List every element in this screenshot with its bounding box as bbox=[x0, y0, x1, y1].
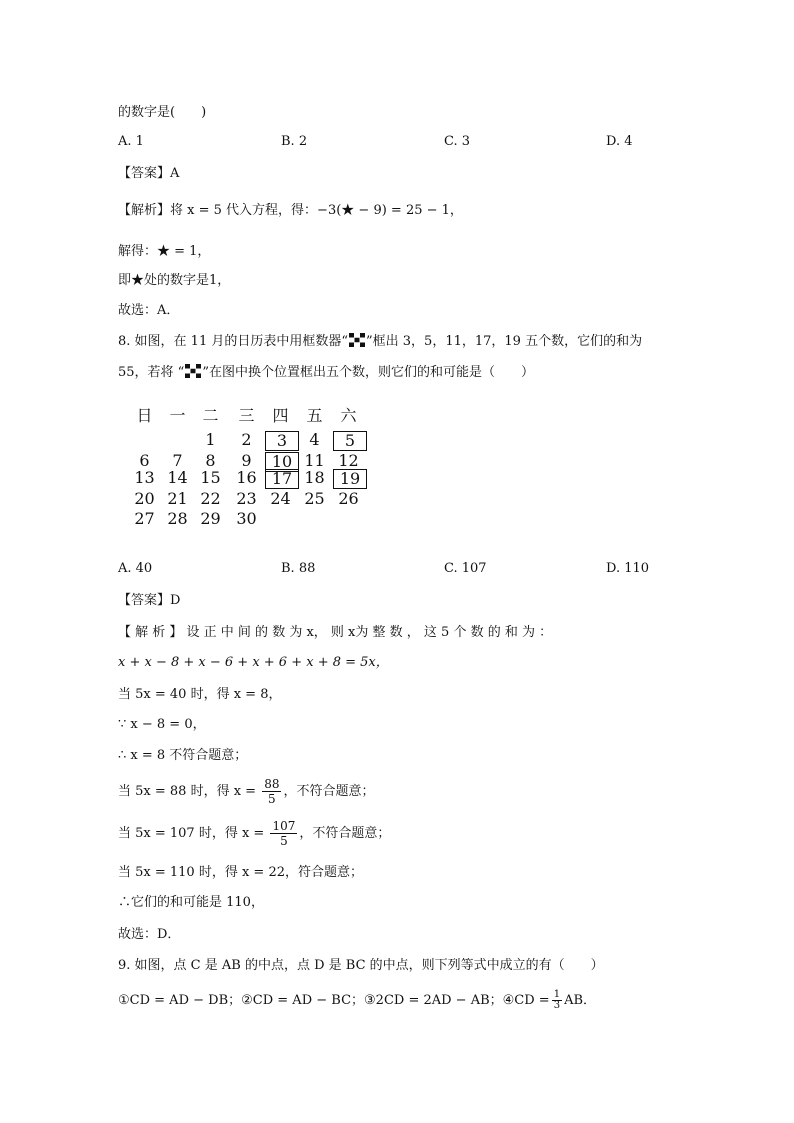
q8-analysis-text-7b: ，不符合题意； bbox=[299, 826, 391, 841]
q8-option-a: A. 40 bbox=[118, 561, 153, 576]
calendar-day: 11 bbox=[304, 451, 325, 470]
calendar-day: 5 bbox=[333, 431, 367, 451]
calendar-day: 23 bbox=[236, 489, 257, 508]
q9-stem: 9. 如图，点 C 是 AB 的中点，点 D 是 BC 的中点，则下列等式中成立的有（ ） bbox=[118, 958, 604, 973]
q7-option-b: B. 2 bbox=[281, 134, 308, 149]
calendar-day: 26 bbox=[338, 489, 359, 508]
calendar-weekday: 日 bbox=[136, 406, 153, 425]
calendar-day: 29 bbox=[200, 509, 221, 528]
q8-analysis-line-9: ∴它们的和可能是 110， bbox=[118, 895, 264, 910]
q8-analysis-line-5: ∴ x = 8 不符合题意； bbox=[118, 748, 248, 763]
q8-analysis-line-4: ∵ x − 8 = 0， bbox=[118, 717, 206, 732]
frame-tool-icon bbox=[349, 333, 365, 347]
q8-analysis-line-7 bbox=[118, 818, 390, 850]
fraction-107-over-5 bbox=[270, 819, 297, 848]
q8-analysis-line-3: 当 5x = 40 时，得 x = 8， bbox=[118, 687, 282, 702]
frame-tool-icon bbox=[185, 364, 201, 378]
q7-analysis-equation: −3(★ − 9) = 25 − 1， bbox=[317, 203, 463, 218]
calendar-day: 13 bbox=[134, 468, 155, 487]
q8-analysis-line-8: 当 5x = 110 时，得 x = 22，符合题意； bbox=[118, 865, 364, 880]
calendar-weekday: 六 bbox=[340, 406, 357, 425]
q7-option-c: C. 3 bbox=[444, 134, 471, 149]
calendar-day: 1 bbox=[205, 430, 216, 449]
q7-option-d: D. 4 bbox=[606, 134, 633, 149]
q7-analysis-line-2: 解得：★ = 1， bbox=[118, 244, 211, 259]
fraction-numerator: 88 bbox=[264, 777, 280, 791]
calendar-figure bbox=[128, 406, 378, 532]
q8-option-b: B. 88 bbox=[281, 561, 316, 576]
q8-stem-text-2a: 55，若将 “ bbox=[118, 365, 185, 380]
calendar-day: 9 bbox=[241, 451, 252, 470]
calendar-day: 4 bbox=[309, 430, 320, 449]
q8-stem-line-2 bbox=[118, 364, 534, 382]
q8-analysis-line-2: x + x − 8 + x − 6 + x + 6 + x + 8 = 5x， bbox=[118, 655, 389, 670]
calendar-weekday: 四 bbox=[272, 406, 289, 425]
fraction-numerator: 1 bbox=[553, 989, 561, 1000]
fraction-numerator: 107 bbox=[272, 819, 296, 833]
q7-choose: 故选：A． bbox=[118, 303, 180, 318]
calendar-day: 20 bbox=[134, 489, 155, 508]
calendar-day: 30 bbox=[236, 509, 257, 528]
fraction-denominator: 5 bbox=[280, 834, 288, 848]
q9-items-text-a: ①CD = AD − DB；②CD = AD − BC；③2CD = 2AD − AB；④CD = bbox=[118, 993, 550, 1008]
fraction-denominator: 3 bbox=[553, 1000, 561, 1011]
q8-stem-text-2b: ”在图中换个位置框出五个数，则它们的和可能是（ ） bbox=[202, 365, 534, 380]
calendar-weekday: 二 bbox=[202, 406, 219, 425]
analysis-label: 【解析】 bbox=[118, 203, 171, 218]
fraction-88-over-5 bbox=[262, 777, 281, 806]
calendar-day: 27 bbox=[134, 509, 155, 528]
q7-analysis-line-3: 即★处的数字是1， bbox=[118, 273, 231, 288]
q8-option-c: C. 107 bbox=[444, 561, 487, 576]
calendar-day: 2 bbox=[241, 430, 252, 449]
q8-stem-text-1b: ”框出 3，5，11，17，19 五个数，它们的和为 bbox=[366, 334, 643, 349]
calendar-weekday: 五 bbox=[306, 406, 323, 425]
q9-items-text-b: AB． bbox=[564, 993, 597, 1008]
calendar-day: 15 bbox=[200, 468, 221, 487]
calendar-day: 8 bbox=[205, 451, 216, 470]
fraction-1-over-3 bbox=[552, 990, 562, 1011]
calendar-day: 17 bbox=[265, 469, 299, 489]
q8-stem-text-1a: 8. 如图，在 11 月的日历表中用框数器“ bbox=[118, 334, 348, 349]
q7-options bbox=[118, 134, 678, 152]
fraction-denominator: 5 bbox=[268, 792, 276, 806]
q9-items bbox=[118, 988, 596, 1014]
calendar-day: 19 bbox=[333, 469, 367, 489]
calendar-day: 21 bbox=[167, 489, 188, 508]
q8-analysis-line-6 bbox=[118, 776, 375, 808]
q7-analysis-line-1 bbox=[118, 202, 463, 220]
q8-analysis-line-1: 【 解 析 】 设 正 中 间 的 数 为 x， 则 x为 整 数 ， 这 5 个 数 的 和 为 ： bbox=[118, 625, 553, 640]
q8-options bbox=[118, 561, 678, 579]
calendar-day: 22 bbox=[200, 489, 221, 508]
q8-answer: 【答案】D bbox=[118, 593, 181, 608]
calendar-day: 16 bbox=[236, 468, 257, 487]
calendar-day: 7 bbox=[172, 451, 183, 470]
q7-analysis-text-1a: 将 x = 5 代入方程，得： bbox=[170, 203, 318, 218]
q8-analysis-text-6a: 当 5x = 88 时，得 x = bbox=[118, 784, 257, 799]
q7-option-a: A. 1 bbox=[118, 134, 144, 149]
calendar-day: 6 bbox=[139, 451, 150, 470]
calendar-weekday: 三 bbox=[238, 406, 255, 425]
calendar-day: 3 bbox=[265, 431, 299, 451]
calendar-day: 18 bbox=[304, 468, 325, 487]
calendar-day: 28 bbox=[167, 509, 188, 528]
q8-analysis-text-7a: 当 5x = 107 时，得 x = bbox=[118, 826, 265, 841]
q7-answer: 【答案】A bbox=[118, 166, 180, 181]
calendar-day: 12 bbox=[338, 451, 359, 470]
calendar-weekday: 一 bbox=[169, 406, 186, 425]
q8-choose: 故选：D． bbox=[118, 927, 181, 942]
calendar-day: 25 bbox=[304, 489, 325, 508]
q8-option-d: D. 110 bbox=[606, 561, 650, 576]
question-7-tail: 的数字是( ) bbox=[118, 105, 207, 120]
q8-analysis-text-6b: ，不符合题意； bbox=[283, 784, 375, 799]
calendar-day: 24 bbox=[270, 489, 291, 508]
calendar-day: 14 bbox=[167, 468, 188, 487]
calendar-day: 10 bbox=[265, 452, 299, 472]
q8-stem-line-1 bbox=[118, 333, 642, 351]
